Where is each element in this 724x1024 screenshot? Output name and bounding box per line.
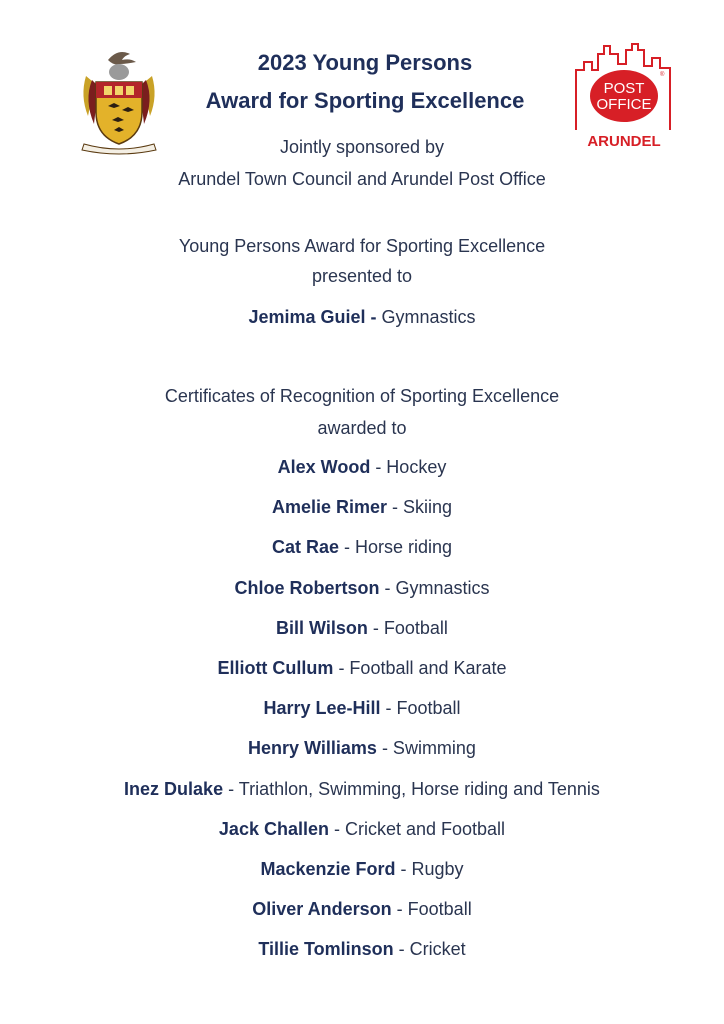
award-line-2: presented to	[311, 266, 413, 286]
recipient-sport: - Skiing	[387, 497, 453, 518]
recipient-row	[0, 658, 724, 679]
page-title-line-1: 2023 Young Persons	[257, 50, 473, 75]
recipient-name: Harry Lee-Hill	[263, 698, 381, 719]
recipient-sport: - Horse riding	[338, 537, 453, 558]
recipient-row	[0, 779, 724, 800]
recipient-sport: - Football and Karate	[333, 658, 507, 678]
recipient-sport: - Cricket	[393, 939, 466, 960]
recipient-sport: - Football	[391, 899, 472, 920]
recipient-row	[0, 738, 724, 759]
recipient-name: Alex Wood	[277, 457, 371, 477]
recipient-name: Chloe Robertson	[234, 577, 380, 598]
recipient-sport: - Rugby	[395, 859, 464, 879]
recipient-row	[0, 618, 724, 639]
recipient-sport: - Triathlon, Swimming, Horse riding and Tennis	[223, 778, 600, 799]
recipient-name: Oliver Anderson	[252, 899, 392, 920]
recipient-name: Mackenzie Ford	[260, 859, 396, 879]
recipient-sport: - Cricket and Football	[328, 818, 506, 839]
recipient-name: Bill Wilson	[276, 617, 368, 638]
award-winner	[0, 307, 724, 328]
award-line-1: Young Persons Award for Sporting Excellence	[178, 236, 546, 256]
logo-arundel-text: ARUNDEL	[587, 133, 661, 150]
certificates-line-2: awarded to	[317, 418, 407, 438]
winner-sport: Gymnastics	[376, 307, 476, 327]
sponsor-line-1: Jointly sponsored by	[279, 137, 445, 157]
recipient-sport: - Football	[380, 698, 461, 719]
post-office-logo-icon	[574, 40, 674, 152]
recipient-name: Cat Rae	[271, 537, 339, 558]
logo-office-text: OFFICE	[596, 96, 652, 113]
recipient-row	[0, 578, 724, 599]
logo-post-text: POST	[603, 80, 645, 97]
recipient-name: Henry Williams	[248, 738, 377, 759]
recipient-sport: - Swimming	[376, 738, 476, 759]
recipient-row	[0, 899, 724, 920]
recipient-name: Inez Dulake	[124, 778, 224, 799]
recipient-name: Tillie Tomlinson	[258, 939, 394, 960]
recipient-name: Elliott Cullum	[217, 658, 334, 678]
recipient-row	[0, 939, 724, 960]
winner-name: Jemima Guiel -	[248, 307, 377, 327]
recipient-sport: - Gymnastics	[379, 577, 490, 598]
recipient-row	[0, 497, 724, 518]
recipient-row	[0, 537, 724, 558]
svg-text:®: ®	[660, 72, 665, 78]
recipient-name: Amelie Rimer	[271, 497, 388, 518]
certificates-line-1: Certificates of Recognition of Sporting Excellence	[164, 386, 560, 406]
page-title-line-2: Award for Sporting Excellence	[205, 88, 525, 113]
recipient-name: Jack Challen	[218, 818, 329, 839]
recipient-sport: - Football	[367, 617, 448, 638]
recipient-sport: - Hockey	[370, 457, 447, 477]
recipient-row	[0, 859, 724, 880]
sponsor-line-2: Arundel Town Council and Arundel Post Office	[178, 169, 546, 189]
recipient-row	[0, 698, 724, 719]
recipient-row	[0, 457, 724, 478]
recipient-row	[0, 819, 724, 840]
